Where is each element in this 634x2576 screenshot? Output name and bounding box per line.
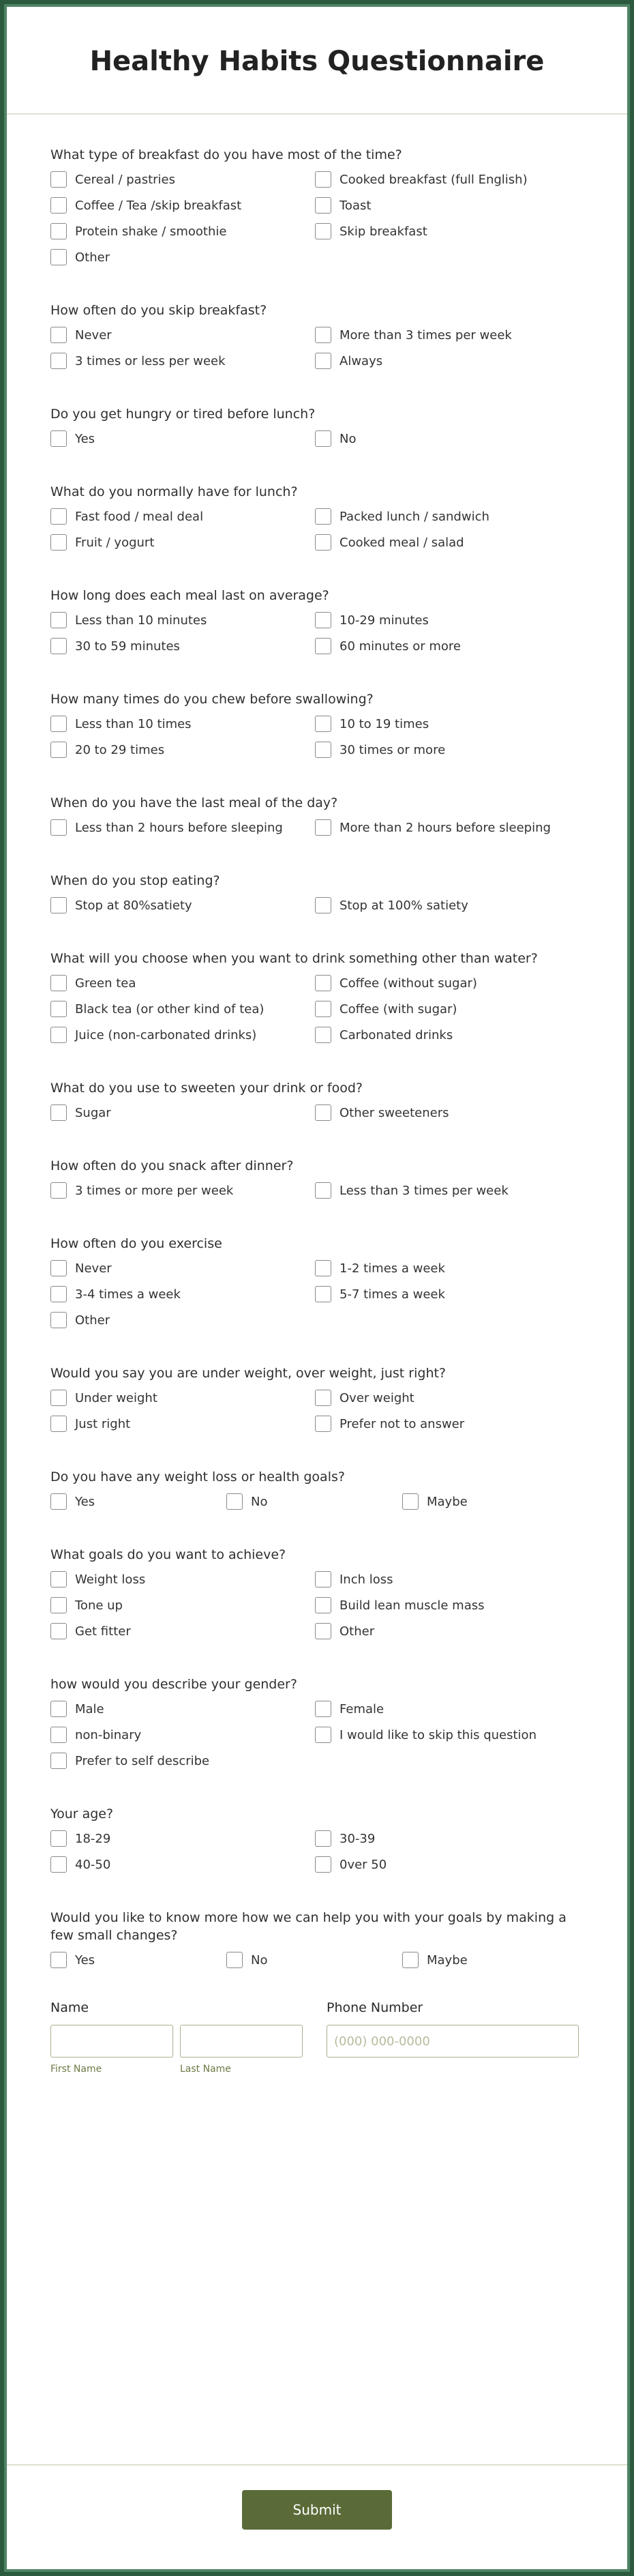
question-block [50,1364,584,1433]
options-grid [50,1182,584,1199]
question-label: What will you choose when you want to drink something other than water? [50,951,538,966]
checkbox-option[interactable] [50,1752,315,1770]
question-label: How often do you snack after dinner? [50,1158,294,1173]
question-block [50,1235,584,1329]
checkbox-option[interactable] [50,715,315,733]
checkbox[interactable] [315,975,331,991]
checkbox[interactable] [50,1390,67,1406]
checkbox-option[interactable] [315,1104,579,1122]
option-label: Other [75,250,110,265]
option-label: Cereal / pastries [75,172,176,187]
checkbox[interactable] [50,1727,67,1743]
checkbox[interactable] [315,1597,331,1613]
option-label: Maybe [427,1952,468,1967]
outer-frame [4,4,630,2572]
option-label: Other [339,1624,375,1639]
checkbox-option[interactable] [402,1493,578,1510]
option-label: 40-50 [75,1857,111,1872]
checkbox[interactable] [50,819,67,836]
name-row [50,2025,327,2058]
checkbox[interactable] [315,1830,331,1847]
name-label: Name [50,2000,89,2015]
checkbox[interactable] [315,1701,331,1717]
checkbox-option[interactable] [315,1700,579,1718]
checkbox-option[interactable] [315,430,579,448]
checkbox[interactable] [315,1027,331,1043]
option-label: 30 to 59 minutes [75,639,180,654]
option-label: More than 3 times per week [339,327,512,342]
checkbox[interactable] [50,1952,67,1968]
question-label: Your age? [50,1806,114,1821]
option-label: Always [339,353,383,368]
checkbox-option[interactable] [50,1104,315,1122]
question-label: How many times do you chew before swallowing? [50,692,374,707]
checkbox-option[interactable] [315,611,579,629]
checkbox-option[interactable] [315,1622,579,1640]
question-block [50,1909,584,1969]
checkbox-option[interactable] [315,1726,579,1744]
options-grid [50,1493,584,1510]
question-block [50,1805,584,1873]
checkbox-option[interactable] [315,715,579,733]
checkbox[interactable] [315,1416,331,1432]
option-label: Under weight [75,1390,157,1405]
checkbox[interactable] [315,1623,331,1639]
checkbox-option[interactable] [50,1493,226,1510]
checkbox[interactable] [50,1182,67,1199]
option-label: Tone up [75,1598,123,1613]
option-label: Prefer to self describe [75,1753,210,1768]
checkbox-option[interactable] [50,1951,226,1969]
checkbox[interactable] [50,1260,67,1276]
checkbox-option[interactable] [315,1182,579,1199]
option-label: non-binary [75,1727,142,1742]
checkbox[interactable] [50,1856,67,1873]
options-grid [50,430,584,448]
checkbox[interactable] [50,353,67,369]
question-label: When do you stop eating? [50,873,220,888]
options-grid [50,1389,584,1433]
checkbox[interactable] [315,1571,331,1587]
option-label: Fruit / yogurt [75,535,155,550]
question-label: How long does each meal last on average? [50,588,329,603]
checkbox[interactable] [50,1623,67,1639]
option-label: Get fitter [75,1624,131,1639]
form-title: Healthy Habits Questionnaire [89,46,545,77]
checkbox[interactable] [50,1753,67,1769]
checkbox-option[interactable] [50,1389,315,1407]
option-label: Yes [75,1952,95,1967]
checkbox-option[interactable] [315,974,579,992]
options-grid [50,974,584,1044]
checkbox-option[interactable] [315,896,579,914]
checkbox[interactable] [50,327,67,343]
checkbox[interactable] [50,1830,67,1847]
checkbox[interactable] [50,638,67,654]
checkbox-option[interactable] [50,1596,315,1614]
question-label: Would you like to know more how we can help you with your goals by making a few small changes? [50,1910,567,1943]
checkbox[interactable] [315,171,331,188]
form-card [7,7,627,2569]
option-label: 30-39 [339,1831,376,1846]
checkbox-option[interactable] [315,1000,579,1018]
checkbox[interactable] [50,1104,67,1121]
option-label: Stop at 100% satiety [339,898,468,913]
checkbox[interactable] [315,1390,331,1406]
question-block [50,872,584,914]
option-label: Inch loss [339,1572,393,1587]
option-label: Sugar [75,1105,111,1120]
phone-label: Phone Number [327,2000,423,2015]
checkbox-option[interactable] [315,1285,579,1303]
question-label: Do you have any weight loss or health goals? [50,1469,345,1484]
checkbox-option[interactable] [315,533,579,551]
option-label: 3-4 times a week [75,1287,181,1302]
checkbox[interactable] [315,353,331,369]
question-label: When do you have the last meal of the day? [50,795,338,810]
option-label: Other sweeteners [339,1105,449,1120]
checkbox[interactable] [50,249,67,265]
question-label: What goals do you want to achieve? [50,1547,286,1562]
checkbox-option[interactable] [50,1856,315,1873]
option-label: Maybe [427,1494,468,1509]
checkbox-option[interactable] [226,1951,402,1969]
options-grid [50,1104,584,1122]
checkbox[interactable] [50,1001,67,1017]
option-label: No [339,431,357,446]
checkbox-option[interactable] [50,352,315,370]
option-label: 10-29 minutes [339,613,429,628]
checkbox-option[interactable] [315,819,579,836]
checkbox-option[interactable] [315,222,579,240]
question-block [50,1675,584,1770]
options-grid [50,326,584,370]
checkbox[interactable] [50,1027,67,1043]
option-label: More than 2 hours before sleeping [339,820,551,835]
checkbox[interactable] [402,1493,419,1510]
contact-section [7,1999,627,2075]
option-label: 30 times or more [339,742,446,757]
checkbox[interactable] [50,742,67,758]
options-grid [50,715,584,759]
checkbox[interactable] [315,197,331,214]
checkbox-option[interactable] [50,896,315,914]
options-grid [50,819,584,836]
option-label: 3 times or less per week [75,353,226,368]
checkbox-option[interactable] [315,1830,579,1847]
options-grid [50,1259,584,1329]
question-label: Do you get hungry or tired before lunch? [50,407,316,422]
option-label: Yes [75,431,95,446]
last-name-input[interactable] [180,2025,303,2058]
checkbox-option[interactable] [50,1830,315,1847]
option-label: Cooked breakfast (full English) [339,172,528,187]
option-label: Coffee (with sugar) [339,1001,457,1016]
checkbox-option[interactable] [50,430,315,448]
checkbox[interactable] [50,197,67,214]
option-label: Less than 3 times per week [339,1183,509,1198]
questions-container [7,115,627,1969]
checkbox[interactable] [50,716,67,732]
checkbox[interactable] [315,1001,331,1017]
option-label: Packed lunch / sandwich [339,509,489,524]
question-block [50,950,584,1044]
question-block [50,483,584,551]
question-block [50,794,584,836]
option-label: Other [75,1313,110,1328]
form-header [7,7,627,115]
option-label: Stop at 80%satiety [75,898,192,913]
checkbox-option[interactable] [315,1856,579,1873]
checkbox[interactable] [50,508,67,525]
option-label: Fast food / meal deal [75,509,204,524]
option-label: Protein shake / smoothie [75,224,227,239]
question-block [50,1079,584,1122]
checkbox[interactable] [315,534,331,551]
option-label: Build lean muscle mass [339,1598,485,1613]
checkbox-option[interactable] [315,1596,579,1614]
option-label: Prefer not to answer [339,1416,465,1431]
option-label: Male [75,1701,104,1716]
checkbox[interactable] [315,612,331,628]
option-label: Over weight [339,1390,414,1405]
checkbox-option[interactable] [50,611,315,629]
checkbox-option[interactable] [315,637,579,655]
question-block [50,1157,584,1199]
checkbox-option[interactable] [50,1700,315,1718]
first-name-input[interactable] [50,2025,173,2058]
checkbox[interactable] [315,1286,331,1302]
question-label: How often do you exercise [50,1236,222,1251]
checkbox-option[interactable] [50,508,315,525]
checkbox-option[interactable] [50,326,315,344]
checkbox[interactable] [50,534,67,551]
checkbox-option[interactable] [315,352,579,370]
checkbox-option[interactable] [315,196,579,214]
checkbox-option[interactable] [315,326,579,344]
checkbox-option[interactable] [50,196,315,214]
options-grid [50,171,584,266]
checkbox-option[interactable] [50,1285,315,1303]
checkbox-option[interactable] [315,1026,579,1044]
question-label: How often do you skip breakfast? [50,303,267,318]
checkbox[interactable] [226,1493,243,1510]
question-block [50,146,584,266]
option-label: Less than 2 hours before sleeping [75,820,283,835]
checkbox[interactable] [50,1286,67,1302]
checkbox-option[interactable] [50,819,315,836]
checkbox[interactable] [315,223,331,239]
checkbox[interactable] [315,638,331,654]
option-label: Black tea (or other kind of tea) [75,1001,265,1016]
question-block [50,587,584,655]
option-label: 5-7 times a week [339,1287,445,1302]
option-label: Green tea [75,976,136,991]
option-label: 60 minutes or more [339,639,461,654]
name-group [50,1999,327,2075]
checkbox[interactable] [315,716,331,732]
question-label: What type of breakfast do you have most of the time? [50,147,402,162]
checkbox-option[interactable] [50,1259,315,1277]
option-label: No [251,1952,268,1967]
option-label: 20 to 29 times [75,742,165,757]
option-label: Weight loss [75,1572,146,1587]
checkbox-option[interactable] [315,1259,579,1277]
checkbox[interactable] [315,742,331,758]
question-label: how would you describe your gender? [50,1677,297,1692]
option-label: I would like to skip this question [339,1727,537,1742]
checkbox-option[interactable] [315,1389,579,1407]
option-label: Less than 10 times [75,716,192,731]
options-grid [50,1570,584,1640]
name-sublabels [50,2064,327,2075]
checkbox[interactable] [50,1571,67,1587]
checkbox-option[interactable] [50,974,315,992]
question-label: What do you normally have for lunch? [50,484,298,499]
phone-input[interactable] [327,2025,579,2058]
option-label: No [251,1494,268,1509]
checkbox-option[interactable] [50,1026,315,1044]
phone-group [327,1999,579,2075]
option-label: Never [75,1261,112,1276]
checkbox[interactable] [315,430,331,447]
checkbox[interactable] [315,1856,331,1873]
checkbox[interactable] [50,1493,67,1510]
option-label: Toast [339,198,372,213]
options-grid [50,1830,584,1873]
checkbox-option[interactable] [50,1622,315,1640]
checkbox[interactable] [50,1597,67,1613]
checkbox[interactable] [315,1260,331,1276]
options-grid [50,508,584,551]
checkbox-option[interactable] [315,508,579,525]
checkbox[interactable] [315,819,331,836]
checkbox[interactable] [50,171,67,188]
option-label: Female [339,1701,384,1716]
checkbox-option[interactable] [402,1951,578,1969]
form-footer [7,2464,627,2569]
checkbox[interactable] [315,1182,331,1199]
checkbox-option[interactable] [50,533,315,551]
question-label: What do you use to sweeten your drink or food? [50,1081,363,1096]
question-block [50,302,584,370]
checkbox-option[interactable] [50,1570,315,1588]
checkbox-option[interactable] [50,1415,315,1433]
option-label: 1-2 times a week [339,1261,445,1276]
checkbox[interactable] [402,1952,419,1968]
option-label: Coffee / Tea /skip breakfast [75,198,242,213]
option-label: Never [75,327,112,342]
checkbox[interactable] [50,1312,67,1328]
first-name-sublabel: First Name [50,2064,102,2075]
option-label: 10 to 19 times [339,716,429,731]
checkbox[interactable] [50,430,67,447]
option-label: Yes [75,1494,95,1509]
option-label: Coffee (without sugar) [339,976,477,991]
question-block [50,1468,584,1510]
option-label: Carbonated drinks [339,1027,453,1042]
options-grid [50,611,584,655]
option-label: 3 times or more per week [75,1183,234,1198]
checkbox[interactable] [50,897,67,913]
question-label: Would you say you are under weight, over weight, just right? [50,1366,447,1381]
submit-button[interactable]: Submit [242,2490,392,2530]
options-grid [50,1951,584,1969]
checkbox-option[interactable] [50,171,315,188]
checkbox-option[interactable] [315,171,579,188]
checkbox[interactable] [50,223,67,239]
checkbox[interactable] [315,1727,331,1743]
checkbox[interactable] [50,1701,67,1717]
checkbox-option[interactable] [315,1415,579,1433]
option-label: Skip breakfast [339,224,427,239]
question-block [50,690,584,759]
checkbox[interactable] [50,975,67,991]
checkbox-option[interactable] [50,1182,315,1199]
options-grid [50,1700,584,1770]
checkbox[interactable] [50,612,67,628]
option-label: Cooked meal / salad [339,535,464,550]
question-block [50,1546,584,1640]
checkbox-option[interactable] [315,1570,579,1588]
option-label: Less than 10 minutes [75,613,207,628]
last-name-sublabel: Last Name [180,2064,231,2075]
checkbox-option[interactable] [50,248,315,266]
checkbox-option[interactable] [50,1000,315,1018]
checkbox-option[interactable] [50,1311,315,1329]
checkbox[interactable] [315,897,331,913]
checkbox[interactable] [315,327,331,343]
checkbox[interactable] [315,1104,331,1121]
checkbox[interactable] [50,1416,67,1432]
checkbox[interactable] [315,508,331,525]
checkbox[interactable] [226,1952,243,1968]
options-grid [50,896,584,914]
question-block [50,405,584,448]
option-label: 18-29 [75,1831,111,1846]
option-label: Just right [75,1416,131,1431]
checkbox-option[interactable] [50,637,315,655]
checkbox-option[interactable] [226,1493,402,1510]
checkbox-option[interactable] [315,741,579,759]
checkbox-option[interactable] [50,741,315,759]
option-label: 0ver 50 [339,1857,387,1872]
option-label: Juice (non-carbonated drinks) [75,1027,257,1042]
checkbox-option[interactable] [50,222,315,240]
checkbox-option[interactable] [50,1726,315,1744]
